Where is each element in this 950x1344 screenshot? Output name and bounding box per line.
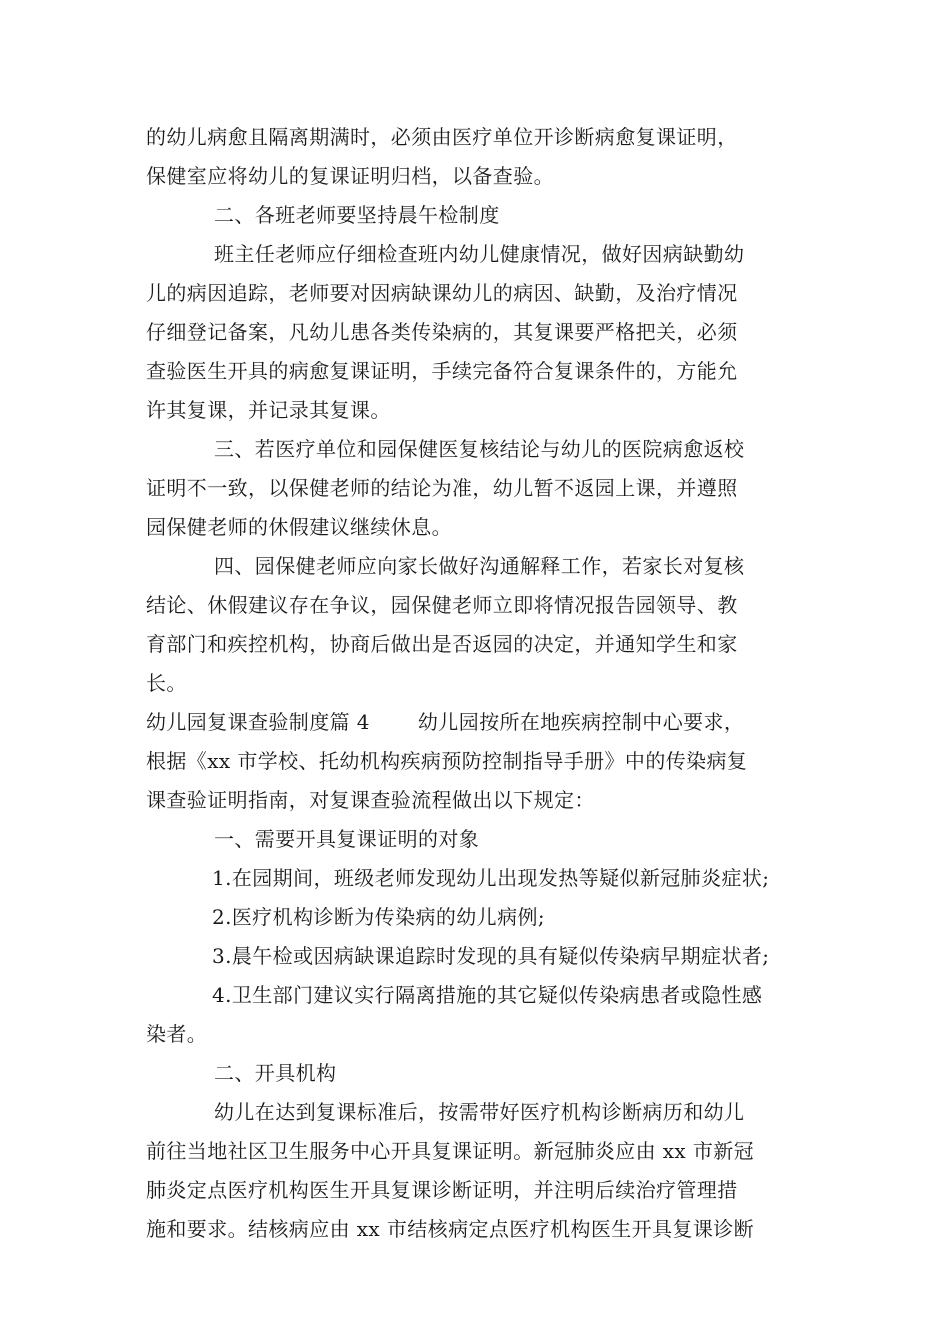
paragraph-line: 四、园保健老师应向家长做好沟通解释工作，若家长对复核	[214, 554, 745, 578]
paragraph-line: 施和要求。结核病应由 xx 市结核病定点医疗机构医生开具复课诊断	[146, 1217, 755, 1241]
paragraph-line: 查验医生开具的病愈复课证明，手续完备符合复课条件的，方能允	[146, 359, 738, 383]
paragraph-line: 育部门和疾控机构，协商后做出是否返园的决定，并通知学生和家	[146, 632, 738, 656]
list-item: 3.晨午检或因病缺课追踪时发现的具有疑似传染病早期症状者;	[212, 944, 770, 968]
paragraph-line: 保健室应将幼儿的复课证明归档，以备查验。	[146, 164, 554, 188]
paragraph-line: 前往当地社区卫生服务中心开具复课证明。新冠肺炎应由 xx 市新冠	[146, 1139, 755, 1163]
paragraph-line: 长。	[146, 671, 187, 695]
section-heading: 一、需要开具复课证明的对象	[214, 827, 480, 851]
list-item: 2.医疗机构诊断为传染病的幼儿病例;	[212, 905, 546, 929]
list-item: 4.卫生部门建议实行隔离措施的其它疑似传染病患者或隐性感	[212, 983, 763, 1007]
paragraph-line: 根据《xx 市学校、托幼机构疾病预防控制指导手册》中的传染病复	[146, 749, 748, 773]
article-title: 幼儿园复课查验制度篇 4	[146, 710, 370, 734]
paragraph-line: 园保健老师的休假建议继续休息。	[146, 515, 452, 539]
paragraph-line: 幼儿在达到复课标准后，按需带好医疗机构诊断病历和幼儿	[214, 1100, 745, 1124]
paragraph-line	[146, 703, 818, 742]
paragraph-line: 许其复课，并记录其复课。	[146, 398, 391, 422]
section-heading: 二、各班老师要坚持晨午检制度	[214, 203, 500, 227]
paragraph-line: 肺炎定点医疗机构医生开具复课诊断证明，并注明后续治疗管理措	[146, 1178, 738, 1202]
list-item: 1.在园期间，班级老师发现幼儿出现发热等疑似新冠肺炎症状;	[212, 866, 770, 890]
paragraph-line: 三、若医疗单位和园保健医复核结论与幼儿的医院病愈返校	[214, 437, 745, 461]
paragraph-line: 的幼儿病愈且隔离期满时，必须由医疗单位开诊断病愈复课证明，	[146, 125, 738, 149]
paragraph-line: 结论、休假建议存在争议，园保健老师立即将情况报告园领导、教	[146, 593, 738, 617]
section-heading: 二、开具机构	[214, 1061, 337, 1085]
article-intro: 幼儿园按所在地疾病控制中心要求，	[417, 710, 745, 734]
document-body	[146, 118, 818, 1249]
paragraph-line: 证明不一致，以保健老师的结论为准，幼儿暂不返园上课，并遵照	[146, 476, 738, 500]
paragraph-line: 仔细登记备案，凡幼儿患各类传染病的，其复课要严格把关，必须	[146, 320, 738, 344]
paragraph-line: 课查验证明指南，对复课查验流程做出以下规定：	[146, 788, 595, 812]
paragraph-line: 班主任老师应仔细检查班内幼儿健康情况，做好因病缺勤幼	[214, 242, 745, 266]
paragraph-line: 儿的病因追踪，老师要对因病缺课幼儿的病因、缺勤，及治疗情况	[146, 281, 738, 305]
paragraph-line: 染者。	[146, 1022, 208, 1046]
